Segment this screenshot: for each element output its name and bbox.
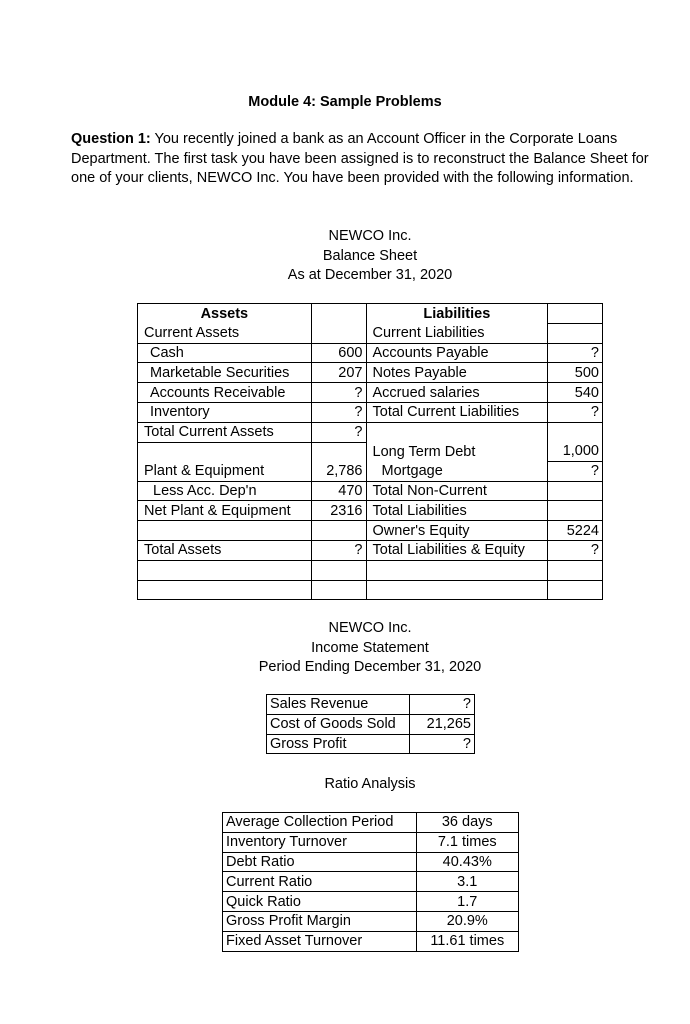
asset-label (138, 442, 312, 461)
asset-value: 2,786 (311, 461, 366, 481)
ratio-label: Average Collection Period (223, 813, 417, 833)
ratio-label: Inventory Turnover (223, 832, 417, 852)
liability-label: Total Liabilities & Equity (366, 541, 548, 561)
asset-value (311, 442, 366, 461)
liability-label: Long Term Debt (366, 442, 548, 461)
table-row (138, 461, 603, 481)
table-row (223, 813, 519, 833)
asset-value: ? (311, 402, 366, 422)
liabilities-header: Liabilities (366, 304, 548, 324)
asset-value: 207 (311, 363, 366, 383)
page-title: Module 4: Sample Problems (248, 94, 442, 110)
liability-value: ? (548, 461, 603, 481)
table-row (267, 695, 475, 715)
ratio-label: Debt Ratio (223, 852, 417, 872)
liability-label: Mortgage (366, 461, 548, 481)
asset-value: ? (311, 541, 366, 561)
table-row (138, 442, 603, 461)
liability-value: ? (548, 541, 603, 561)
table-row (138, 402, 603, 422)
bs-statement-name: Balance Sheet (322, 247, 418, 264)
table-row (223, 832, 519, 852)
asset-label: Net Plant & Equipment (138, 501, 312, 521)
asset-value: 600 (311, 343, 366, 363)
bs-company-name: NEWCO Inc. (328, 228, 412, 244)
ratio-value: 1.7 (416, 892, 518, 912)
table-row (267, 734, 475, 754)
liability-value: 5224 (548, 521, 603, 541)
asset-label: Total Assets (138, 541, 312, 561)
table-row (138, 501, 603, 521)
liability-label: Total Current Liabilities (366, 402, 548, 422)
asset-label: Cash (138, 343, 312, 363)
table-row (138, 541, 603, 561)
table-row (223, 911, 519, 931)
asset-label (138, 560, 312, 580)
asset-label: Marketable Securities (138, 363, 312, 383)
liability-label: Accrued salaries (366, 383, 548, 403)
ratio-label: Quick Ratio (223, 892, 417, 912)
table-row (223, 931, 519, 951)
is-period: Period Ending December 31, 2020 (258, 659, 482, 675)
ratio-analysis-heading: Ratio Analysis (324, 776, 416, 792)
ratio-value: 36 days (416, 813, 518, 833)
table-row (138, 343, 603, 363)
table-row (267, 714, 475, 734)
is-value: 21,265 (409, 714, 474, 734)
liability-label (366, 580, 548, 600)
asset-label: Current Assets (138, 323, 312, 343)
liability-label: Current Liabilities (366, 323, 548, 343)
liability-value: ? (548, 402, 603, 422)
asset-label: Total Current Assets (138, 422, 312, 442)
ratio-value: 20.9% (416, 911, 518, 931)
table-row (138, 521, 603, 541)
asset-label: Less Acc. Dep'n (138, 481, 312, 501)
liability-label (366, 422, 548, 442)
liability-value: 540 (548, 383, 603, 403)
is-value: ? (409, 734, 474, 754)
liability-value: ? (548, 343, 603, 363)
asset-label: Plant & Equipment (138, 461, 312, 481)
asset-label: Inventory (138, 402, 312, 422)
is-company-name: NEWCO Inc. (328, 620, 412, 636)
liability-value: 1,000 (548, 442, 603, 461)
liability-value (548, 560, 603, 580)
asset-value (311, 580, 366, 600)
assets-header: Assets (138, 304, 312, 324)
ratio-value: 40.43% (416, 852, 518, 872)
table-row (138, 383, 603, 403)
liability-label: Owner's Equity (366, 521, 548, 541)
liability-value (548, 481, 603, 501)
asset-value (311, 560, 366, 580)
ratio-value: 7.1 times (416, 832, 518, 852)
question-paragraph (71, 130, 671, 189)
liability-label: Notes Payable (366, 363, 548, 383)
liability-value (548, 580, 603, 600)
income-statement-heading (0, 619, 690, 678)
is-value: ? (409, 695, 474, 715)
is-statement-name: Income Statement (311, 639, 429, 656)
table-row (138, 422, 603, 442)
ratio-label: Current Ratio (223, 872, 417, 892)
ratio-analysis-table (222, 812, 519, 952)
asset-value (311, 521, 366, 541)
table-row (223, 872, 519, 892)
table-row (138, 481, 603, 501)
liability-value (548, 422, 603, 442)
income-statement-table (266, 694, 475, 754)
is-label: Cost of Goods Sold (267, 714, 410, 734)
question-text: You recently joined a bank as an Account Officer in the Corporate Loans Department. The first task you have been assigned is to reconstruct the Balance Sheet for one of your clients, NEWCO Inc. You have been provided with the following information. (71, 131, 649, 186)
question-label: Question 1: (71, 131, 151, 147)
table-row (138, 560, 603, 580)
liability-value: 500 (548, 363, 603, 383)
table-row (223, 852, 519, 872)
asset-label (138, 580, 312, 600)
liability-value (548, 323, 603, 343)
table-row (138, 304, 603, 324)
asset-value: 470 (311, 481, 366, 501)
asset-value: ? (311, 383, 366, 403)
table-row (138, 323, 603, 343)
table-row (223, 892, 519, 912)
asset-label: Accounts Receivable (138, 383, 312, 403)
balance-sheet-heading (0, 227, 690, 286)
liability-label: Accounts Payable (366, 343, 548, 363)
asset-value: 2316 (311, 501, 366, 521)
table-row (138, 580, 603, 600)
liability-value (548, 501, 603, 521)
is-label: Gross Profit (267, 734, 410, 754)
liability-label: Total Non-Current (366, 481, 548, 501)
asset-label (138, 521, 312, 541)
asset-value: ? (311, 422, 366, 442)
bs-date: As at December 31, 2020 (287, 267, 453, 283)
ratio-label: Fixed Asset Turnover (223, 931, 417, 951)
ratio-value: 11.61 times (416, 931, 518, 951)
ratio-value: 3.1 (416, 872, 518, 892)
table-row (138, 363, 603, 383)
liability-label (366, 560, 548, 580)
ratio-label: Gross Profit Margin (223, 911, 417, 931)
balance-sheet-table (137, 303, 603, 600)
liability-label: Total Liabilities (366, 501, 548, 521)
asset-value (311, 323, 366, 343)
is-label: Sales Revenue (267, 695, 410, 715)
